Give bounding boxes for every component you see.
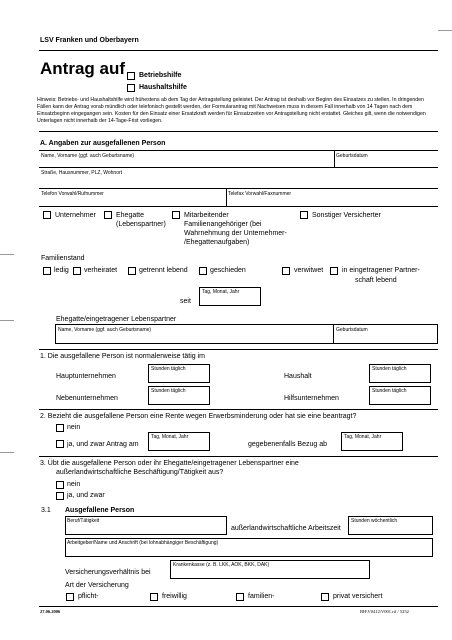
ehegatte-label: Ehegatte: [116, 212, 145, 219]
verheiratet-checkbox[interactable]: [73, 267, 81, 275]
q3-nein-checkbox[interactable]: [56, 481, 64, 489]
ehegatte-label: (Lebenspartner): [116, 221, 166, 228]
street-label: Straße, Hausnummer, PLZ, Wohnort: [41, 170, 123, 176]
fax-label: Telefax Vorwahl/Faxnummer: [228, 191, 292, 197]
pflicht-label: pflicht-: [78, 593, 99, 600]
pflicht-checkbox[interactable]: [66, 593, 74, 601]
haushalt-label: Haushalt: [284, 373, 312, 380]
margin-mark: [0, 254, 14, 255]
arbeitgeber-label: Arbeitgeber/Name und Anschrift (bei lohnabhängiger Beschäftigung): [67, 540, 219, 546]
haushaltshilfe-checkbox[interactable]: [127, 84, 135, 92]
ledig-checkbox[interactable]: [43, 267, 51, 275]
partnerschaft-label: in eingetragener Partner-: [342, 267, 420, 274]
familien-checkbox[interactable]: [236, 593, 244, 601]
spouse-heading: Ehegatte/eingetragener Lebenspartner: [56, 316, 177, 323]
neben-label: Nebenunternehmen: [56, 395, 118, 402]
betriebshilfe-checkbox[interactable]: [127, 72, 135, 80]
kk-label: Krankenkasse (z. B. LKK, AOK, BKK, DAK): [173, 562, 270, 568]
familien-label: familien-: [248, 593, 275, 600]
familienstand-label: Familienstand: [41, 255, 85, 262]
q2-ja-label: ja, und zwar Antrag am: [67, 441, 139, 448]
phone-label: Telefon Vorwahl/Rufnummer: [41, 191, 104, 197]
hours-hint: Stunden täglich: [372, 366, 407, 372]
q2-nein-label: nein: [67, 424, 81, 431]
hilfs-label: Hilfsunternehmen: [284, 395, 339, 402]
org-name: LSV Franken und Oberbayern: [40, 37, 139, 44]
footer-code: BH\V0412\V001.rtf / 5252: [360, 609, 409, 614]
divider: [39, 50, 438, 51]
partnerschaft-checkbox[interactable]: [330, 267, 338, 275]
versich-label: Versicherungsverhältnis bei: [65, 569, 151, 576]
hours-hint: Stunden täglich: [372, 388, 407, 394]
divider: [39, 206, 438, 207]
haushaltshilfe-label: Haushaltshilfe: [139, 84, 187, 91]
partnerschaft-label: schaft lebend: [355, 277, 397, 284]
birth-label: Geburtsdatum: [336, 153, 368, 159]
mitarbeitender-label: Wahrnehmung der Unternehmer-: [184, 230, 287, 237]
mitarbeitender-label: Mitarbeitender: [184, 212, 229, 219]
art-label: Art der Versicherung: [65, 582, 129, 589]
date-hint: Tag, Monat, Jahr: [151, 434, 189, 440]
divider: [333, 324, 334, 344]
freiwillig-label: freiwillig: [162, 593, 187, 600]
margin-mark: [438, 30, 452, 31]
ehegatte-checkbox[interactable]: [104, 211, 112, 219]
notice-text: Hinweis: Betriebs- und Haushaltshilfe wird frühestens ab dem Tag der Antragstellung geleistet. Der Antrag ist deshalb vor Beginn des Einsatzes zu stellen. In dringenden Fällen kann der Antrag vorab mündlich oder telefonisch gestellt werden, der Formularantrag mit Nachweisen muss in diesem Fall innerhalb von 14 Tagen nach dem Einsatzbeginn eingegangen sein. Kosten für den Einsatz einer Ersatzkraft werden für Einsatzzeiten vor Antragstellung nicht erstattet. Gleiches gilt, wenn die notwendigen Unterlagen nicht innerhalb der 14-Tage-Frist vorliegen.: [37, 97, 426, 124]
street-field[interactable]: [41, 177, 431, 186]
divider: [39, 131, 438, 132]
q3-text: 3. Übt die ausgefallene Person oder ihr Ehegatte/eingetragener Lebenspartner eine: [40, 460, 299, 467]
divider: [39, 150, 438, 151]
sonstiger-label: Sonstiger Versicherter: [312, 212, 381, 219]
q3-ja-checkbox[interactable]: [56, 492, 64, 500]
q3-text: außerlandwirtschaftliche Beschäftigung/Tätigkeit aus?: [56, 469, 224, 476]
verwitwet-checkbox[interactable]: [282, 267, 290, 275]
date-hint: Tag, Monat, Jahr: [202, 289, 240, 295]
divider: [39, 606, 438, 607]
q1-text: 1. Die ausgefallene Person ist normalerweise tätig im: [40, 353, 205, 360]
divider: [39, 188, 438, 189]
betriebshilfe-label: Betriebshilfe: [139, 72, 182, 79]
sonstiger-checkbox[interactable]: [300, 211, 308, 219]
date-hint: Tag, Monat, Jahr: [344, 434, 382, 440]
hours-hint: Stunden täglich: [151, 366, 186, 372]
q31-number: 3.1: [41, 507, 51, 514]
beruf-label: Beruf/Tätigkeit: [67, 518, 100, 524]
margin-mark: [0, 452, 14, 453]
ledig-label: ledig: [54, 267, 69, 274]
seit-label: seit: [180, 298, 191, 305]
q2-ja-checkbox[interactable]: [56, 440, 64, 448]
geschieden-checkbox[interactable]: [199, 267, 207, 275]
divider: [39, 167, 438, 168]
spouse-name-label: Name, Vorname (ggf. auch Geburtsname): [58, 327, 152, 333]
divider: [39, 409, 438, 410]
divider: [226, 188, 227, 206]
divider: [39, 349, 438, 350]
unternehmer-label: Unternehmer: [55, 212, 96, 219]
mitarbeitender-label: /Ehegattenaufgaben): [184, 239, 250, 246]
footer-date: 27.06.2006: [40, 609, 61, 614]
q3-nein-label: nein: [67, 481, 81, 488]
ausser-label: außerlandwirtschaftliche Arbeitszeit: [231, 525, 341, 532]
q3-ja-label: ja, und zwar: [67, 492, 105, 499]
q2-text: 2. Bezieht die ausgefallene Person eine Rente wegen Erwerbsminderung oder hat sie eine beantragt?: [40, 413, 357, 420]
hours-hint: Stunden täglich: [151, 388, 186, 394]
bezug-label: gegebenenfalls Bezug ab: [248, 441, 328, 448]
haupt-label: Hauptunternehmen: [56, 373, 116, 380]
unternehmer-checkbox[interactable]: [43, 211, 51, 219]
getrennt-label: getrennt lebend: [139, 267, 188, 274]
section-a-heading: A. Angaben zur ausgefallenen Person: [40, 140, 166, 147]
privat-label: privat versichert: [333, 593, 383, 600]
divider: [39, 456, 438, 457]
divider: [334, 150, 335, 167]
geschieden-label: geschieden: [210, 267, 246, 274]
weekly-hours-label: Stunden wöchentlich: [351, 518, 398, 524]
freiwillig-checkbox[interactable]: [150, 593, 158, 601]
mitarbeitender-checkbox[interactable]: [172, 211, 180, 219]
name-label: Name, Vorname (ggf. auch Geburtsname): [41, 153, 135, 159]
mitarbeitender-label: Familienangehöriger (bei: [184, 221, 262, 228]
q2-nein-checkbox[interactable]: [56, 424, 64, 432]
spouse-birth-label: Geburtsdatum: [336, 327, 368, 333]
getrennt-checkbox[interactable]: [128, 267, 136, 275]
margin-mark: [0, 320, 14, 321]
verwitwet-label: verwitwet: [294, 267, 324, 274]
verheiratet-label: verheiratet: [84, 267, 118, 274]
q31-heading: Ausgefallene Person: [65, 507, 135, 514]
page-title: Antrag auf: [40, 59, 125, 78]
privat-checkbox[interactable]: [321, 593, 329, 601]
